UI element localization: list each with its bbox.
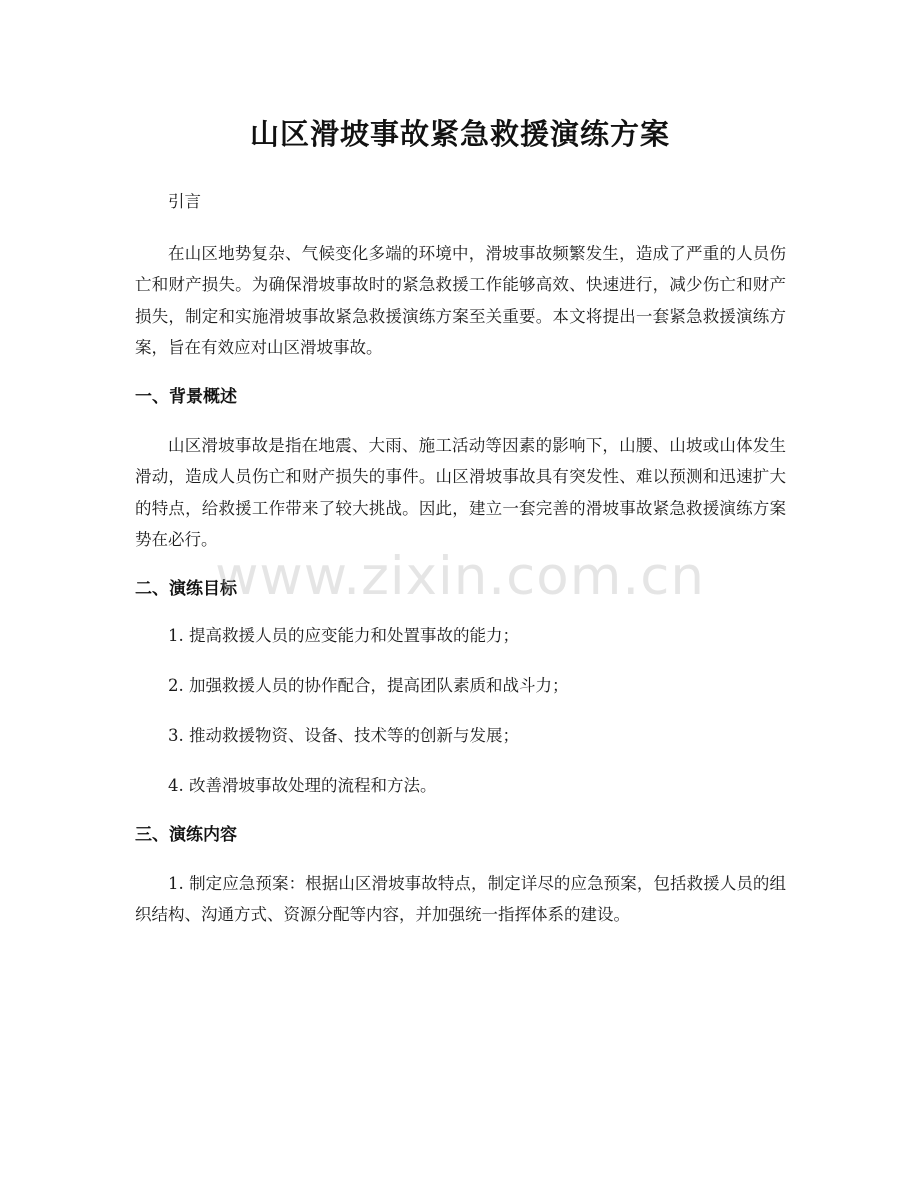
goal-item: 3. 推动救援物资、设备、技术等的创新与发展； — [168, 725, 519, 745]
section-heading-content: 三、演练内容 — [135, 824, 237, 845]
watermark: www.zixin.com.cn — [215, 546, 705, 607]
section-heading-background: 一、背景概述 — [135, 386, 237, 407]
section-heading-goals: 二、演练目标 — [135, 578, 237, 599]
document-title: 山区滑坡事故紧急救援演练方案 — [249, 117, 670, 151]
background-paragraph: 山区滑坡事故是指在地震、大雨、施工活动等因素的影响下，山腰、山坡或山体发生滑动，造成人员伤亡和财产损失的事件。山区滑坡事故具有突发性、难以预测和迅速扩大的特点，给救援工作带来了较大挑战。因此，建立一套完善的滑坡事故紧急救援演练方案势在必行。 — [135, 435, 786, 549]
document-body — [135, 186, 786, 951]
intro-label: 引言 — [168, 192, 201, 211]
intro-paragraph: 在山区地势复杂、气候变化多端的环境中，滑坡事故频繁发生，造成了严重的人员伤亡和财产损失。为确保滑坡事故时的紧急救援工作能够高效、快速进行，减少伤亡和财产损失，制定和实施滑坡事故紧急救援演练方案至关重要。本文将提出一套紧急救援演练方案，旨在有效应对山区滑坡事故。 — [135, 243, 786, 357]
goal-item: 1. 提高救援人员的应变能力和处置事故的能力； — [168, 625, 519, 645]
goal-item: 2. 加强救援人员的协作配合，提高团队素质和战斗力； — [168, 675, 569, 695]
content-paragraph: 1. 制定应急预案：根据山区滑坡事故特点，制定详尽的应急预案，包括救援人员的组织结构、沟通方式、资源分配等内容，并加强统一指挥体系的建设。 — [135, 873, 786, 924]
goal-item: 4. 改善滑坡事故处理的流程和方法。 — [168, 775, 437, 795]
